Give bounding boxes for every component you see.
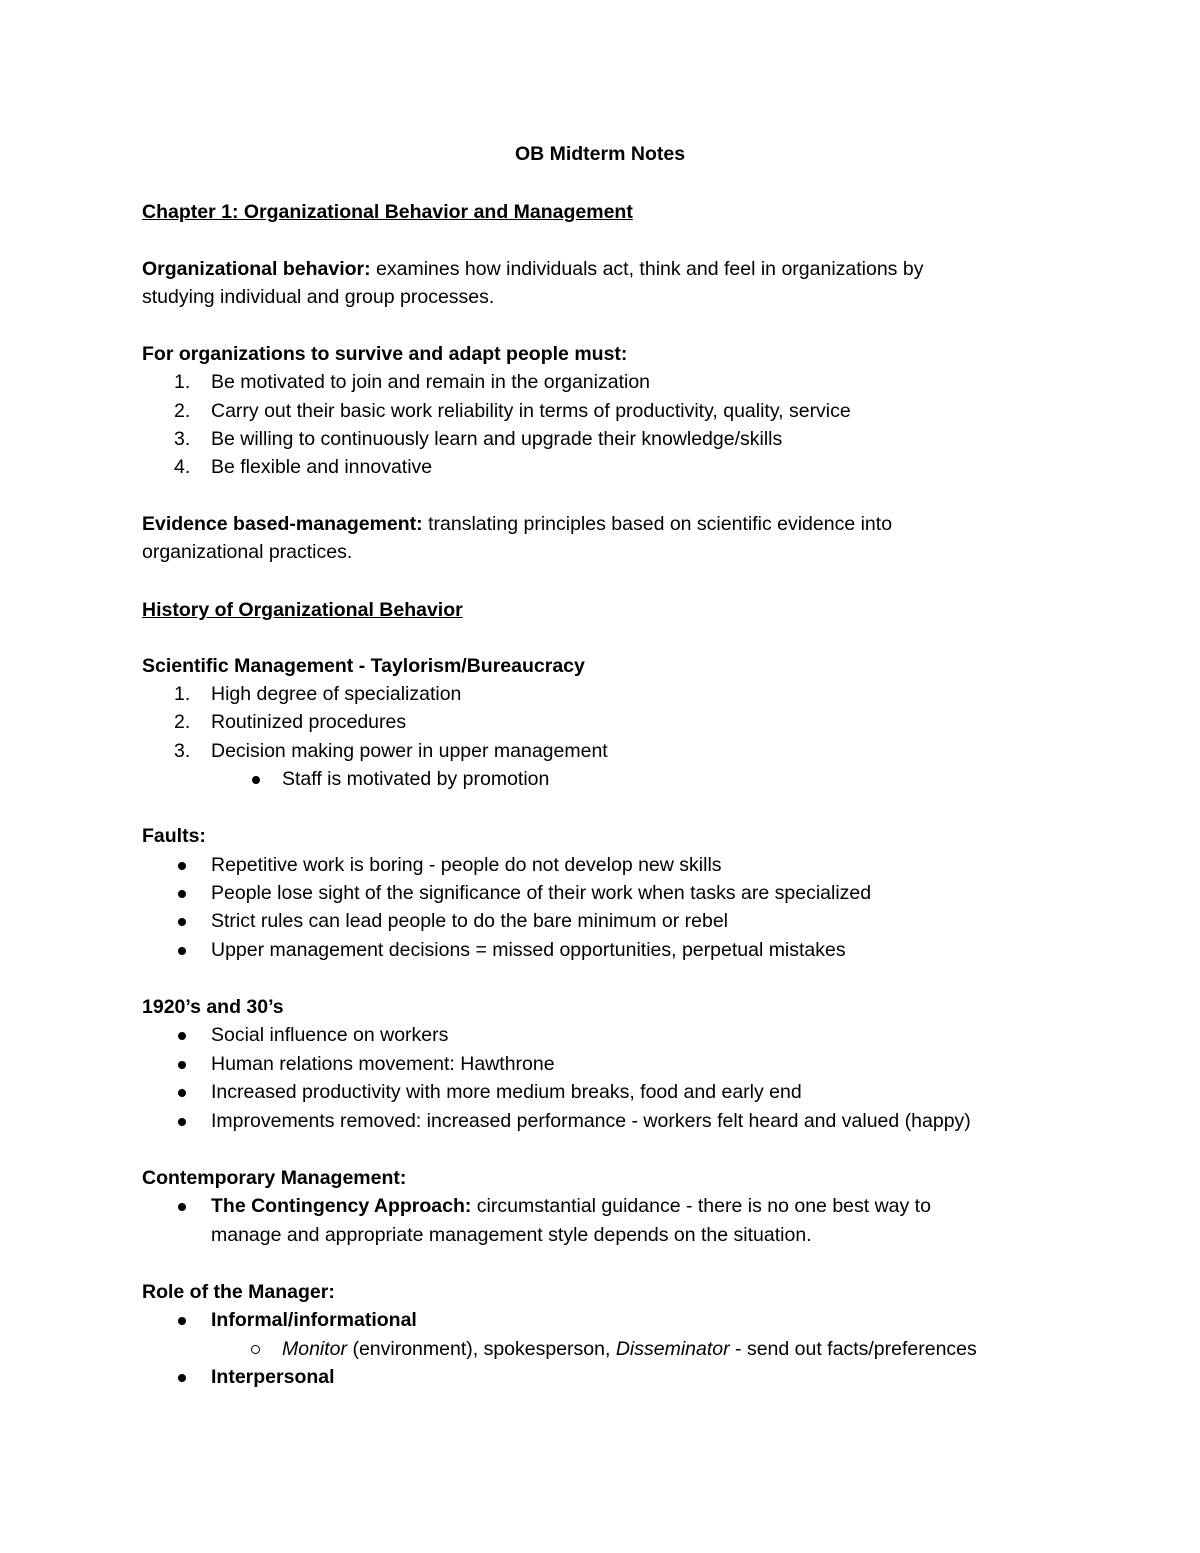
- list-item: [0, 453, 1200, 481]
- list-text: [282, 1335, 977, 1363]
- list-text: Staff is motivated by promotion: [282, 768, 550, 790]
- ebm-term: Evidence based-management:: [142, 513, 423, 535]
- hollow-bullet-icon: [251, 1345, 260, 1354]
- list-item: [0, 1107, 1200, 1135]
- list-number: 1.: [174, 371, 191, 393]
- bullet-icon: [178, 1061, 186, 1069]
- list-number: 4.: [174, 456, 191, 478]
- list-text: Upper management decisions = missed opportunities, perpetual mistakes: [211, 939, 846, 961]
- list-item: [0, 425, 1200, 453]
- ob-definition-text: examines how individuals act, think and feel in organizations by: [370, 258, 924, 280]
- bullet-icon: [178, 918, 186, 926]
- list-text: Be willing to continuously learn and upgrade their knowledge/skills: [211, 428, 783, 450]
- list-text: [211, 1192, 931, 1220]
- list-text: Carry out their basic work reliability in terms of productivity, quality, service: [211, 400, 851, 422]
- chapter-heading: Chapter 1: Organizational Behavior and Management: [142, 201, 633, 223]
- list-number: 2.: [174, 400, 191, 422]
- list-text: Decision making power in upper management: [211, 740, 608, 762]
- list-number: 3.: [174, 740, 191, 762]
- ob-definition-line-2: studying individual and group processes.: [142, 286, 495, 308]
- role-sub-end-text: - send out facts/preferences: [729, 1338, 977, 1360]
- bullet-icon: [178, 862, 186, 870]
- list-item-continuation: [0, 1221, 1200, 1249]
- list-item: [0, 708, 1200, 736]
- survive-heading: For organizations to survive and adapt people must:: [142, 343, 628, 365]
- list-text: Improvements removed: increased performance - workers felt heard and valued (happy): [211, 1110, 971, 1132]
- faults-heading: Faults:: [142, 825, 206, 847]
- list-text: Social influence on workers: [211, 1024, 449, 1046]
- ob-definition-term: Organizational behavior:: [142, 258, 371, 280]
- monitor-term: Monitor: [282, 1338, 348, 1360]
- bullet-icon: [178, 1203, 186, 1211]
- list-item: [0, 936, 1200, 964]
- bullet-icon: [178, 1089, 186, 1097]
- bullet-icon: [178, 1374, 186, 1382]
- contemporary-heading: Contemporary Management:: [142, 1167, 407, 1189]
- list-item: [0, 1363, 1200, 1391]
- role-sub-text: (environment), spokesperson,: [347, 1338, 616, 1360]
- list-text: Be motivated to join and remain in the organization: [211, 371, 651, 393]
- list-text: Routinized procedures: [211, 711, 407, 733]
- list-item: [0, 680, 1200, 708]
- role-heading: Role of the Manager:: [142, 1281, 335, 1303]
- ebm-line-2: organizational practices.: [142, 541, 353, 563]
- list-text: Repetitive work is boring - people do not develop new skills: [211, 854, 722, 876]
- list-text: manage and appropriate management style depends on the situation.: [211, 1224, 812, 1246]
- list-item: [0, 397, 1200, 425]
- era-heading: 1920’s and 30’s: [142, 996, 284, 1018]
- ebm-line-1: [142, 510, 892, 538]
- list-text: Informal/informational: [211, 1309, 417, 1331]
- scientific-management-heading: Scientific Management - Taylorism/Bureaucracy: [142, 655, 585, 677]
- history-heading: History of Organizational Behavior: [142, 599, 463, 621]
- sub-list-item: [0, 1335, 1200, 1363]
- ob-definition-line-1: [142, 255, 923, 283]
- list-number: 3.: [174, 428, 191, 450]
- list-text: Interpersonal: [211, 1366, 335, 1388]
- sub-list-item: [0, 765, 1200, 793]
- list-number: 2.: [174, 711, 191, 733]
- list-text: Be flexible and innovative: [211, 456, 433, 478]
- list-text: Human relations movement: Hawthrone: [211, 1053, 555, 1075]
- bullet-icon: [178, 1118, 186, 1126]
- contingency-term: The Contingency Approach:: [211, 1195, 472, 1217]
- bullet-icon: [178, 890, 186, 898]
- bullet-icon: [178, 1317, 186, 1325]
- disseminator-term: Disseminator: [615, 1338, 730, 1360]
- list-text: High degree of specialization: [211, 683, 462, 705]
- bullet-icon: [178, 1032, 186, 1040]
- bullet-icon: [178, 947, 186, 955]
- page-title: OB Midterm Notes: [514, 143, 686, 165]
- list-item: [0, 851, 1200, 879]
- contingency-text: circumstantial guidance - there is no one best way to: [471, 1195, 931, 1217]
- list-number: 1.: [174, 683, 191, 705]
- list-item: [0, 368, 1200, 396]
- list-item: [0, 907, 1200, 935]
- list-item: [0, 737, 1200, 765]
- list-text: Strict rules can lead people to do the bare minimum or rebel: [211, 910, 729, 932]
- list-text: People lose sight of the significance of their work when tasks are specialized: [211, 882, 872, 904]
- list-item: [0, 1192, 1200, 1220]
- list-text: Increased productivity with more medium breaks, food and early end: [211, 1081, 802, 1103]
- list-item: [0, 1050, 1200, 1078]
- list-item: [0, 879, 1200, 907]
- bullet-icon: [252, 776, 260, 784]
- list-item: [0, 1078, 1200, 1106]
- list-item: [0, 1306, 1200, 1334]
- list-item: [0, 1021, 1200, 1049]
- ebm-text: translating principles based on scientific evidence into: [422, 513, 893, 535]
